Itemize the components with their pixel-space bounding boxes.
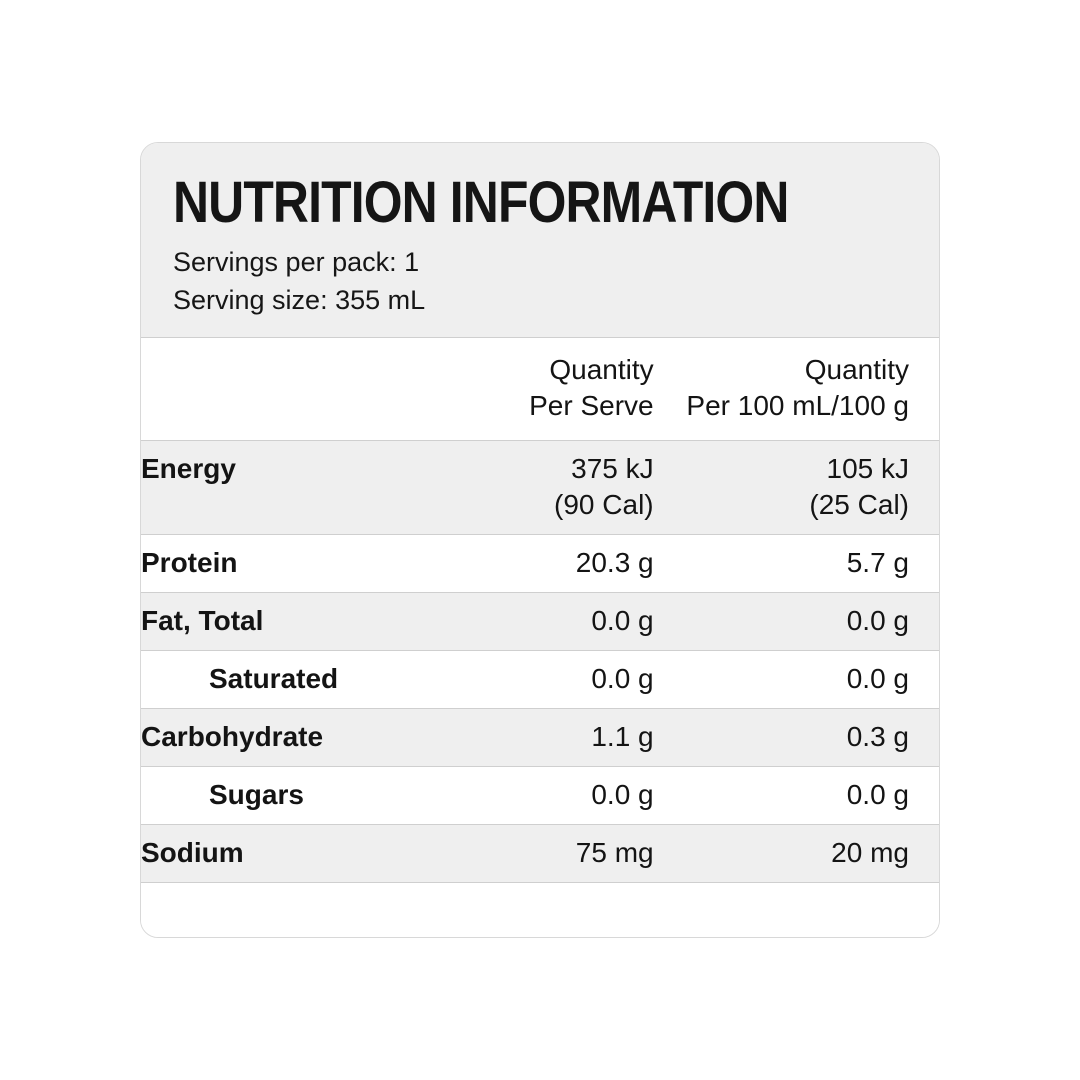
row-value-per-100 (684, 709, 939, 767)
row-label: Carbohydrate (141, 709, 476, 767)
row-value-per-serve-line1: 0.0 g (591, 663, 654, 694)
row-value-per-100-line1: 20 mg (831, 837, 909, 868)
row-value-per-100-line2: (25 Cal) (809, 489, 909, 520)
row-value-per-100-line1: 0.0 g (846, 663, 909, 694)
table-row (141, 593, 939, 651)
row-value-per-100 (684, 441, 939, 535)
serving-size-text: Serving size: 355 mL (173, 285, 426, 315)
column-header-nutrient (141, 338, 476, 441)
row-value-per-100 (684, 535, 939, 593)
row-value-per-100-line1: 0.3 g (846, 721, 909, 752)
servings-per-pack-text: Servings per pack: 1 (173, 247, 420, 277)
table-row (141, 441, 939, 535)
row-value-per-100 (684, 593, 939, 651)
column-header-per-100-line1: Quantity (804, 354, 909, 385)
row-value-per-serve-line1: 75 mg (575, 837, 654, 868)
row-value-per-100 (684, 825, 939, 883)
row-label: Fat, Total (141, 593, 476, 651)
row-value-per-100 (684, 651, 939, 709)
page-title: NUTRITION INFORMATION (173, 170, 789, 235)
row-value-per-serve (476, 593, 683, 651)
row-value-per-serve-line1: 20.3 g (575, 547, 654, 578)
row-value-per-100-line1: 105 kJ (826, 453, 909, 484)
table-row (141, 709, 939, 767)
row-value-per-serve-line1: 375 kJ (571, 453, 654, 484)
row-value-per-serve (476, 535, 683, 593)
row-value-per-serve (476, 441, 683, 535)
row-value-per-serve-line1: 0.0 g (591, 779, 654, 810)
row-label: Sodium (141, 825, 476, 883)
row-value-per-serve-line2: (90 Cal) (554, 489, 654, 520)
column-header-per-serve-line2: Per Serve (529, 390, 654, 421)
row-label: Sugars (141, 767, 476, 825)
nutrition-information-panel (140, 142, 940, 938)
table-row (141, 535, 939, 593)
panel-header (141, 143, 939, 337)
row-value-per-100 (684, 767, 939, 825)
table-row (141, 651, 939, 709)
row-label: Saturated (141, 651, 476, 709)
row-value-per-serve (476, 767, 683, 825)
row-value-per-serve-line1: 0.0 g (591, 605, 654, 636)
nutrition-table (141, 337, 939, 883)
row-value-per-serve (476, 651, 683, 709)
table-row (141, 767, 939, 825)
row-value-per-serve (476, 709, 683, 767)
row-label: Protein (141, 535, 476, 593)
column-header-per-serve-line1: Quantity (549, 354, 654, 385)
row-value-per-serve-line1: 1.1 g (591, 721, 654, 752)
panel-footer-strip (141, 883, 939, 938)
table-row (141, 825, 939, 883)
table-header-row (141, 338, 939, 441)
row-value-per-100-line1: 0.0 g (846, 779, 909, 810)
row-value-per-serve (476, 825, 683, 883)
row-label: Energy (141, 441, 476, 535)
column-header-per-100 (684, 338, 939, 441)
column-header-per-100-line2: Per 100 mL/100 g (686, 390, 909, 421)
row-value-per-100-line1: 0.0 g (846, 605, 909, 636)
column-header-per-serve (476, 338, 683, 441)
row-value-per-100-line1: 5.7 g (846, 547, 909, 578)
